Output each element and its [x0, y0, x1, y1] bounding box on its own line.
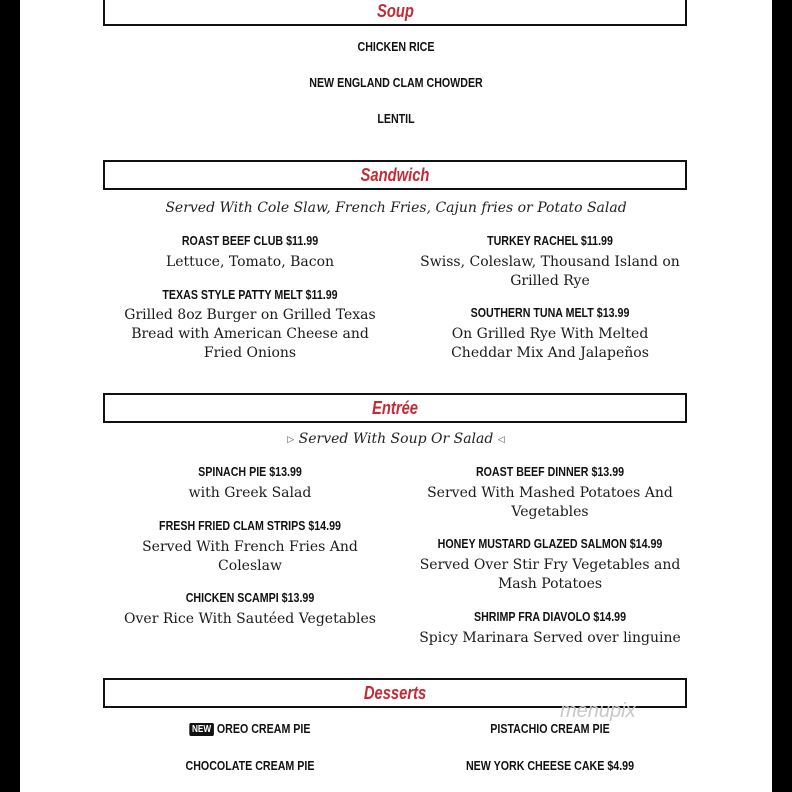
- menu-item-desc: Served With Mashed Potatoes And: [427, 485, 673, 501]
- menu-item-desc: On Grilled Rye With Melted: [451, 326, 649, 342]
- menu-item-desc: Fried Onions: [203, 345, 297, 361]
- menu-item-desc: Bread with American Cheese and: [131, 326, 369, 342]
- menu-item-name: SPINACH PIE $13.99: [198, 464, 302, 479]
- sandwich-header: [103, 160, 687, 190]
- menu-item-name: ROAST BEEF DINNER $13.99: [475, 464, 625, 479]
- menu-item-desc: Served With French Fries And: [142, 539, 358, 555]
- menu-item-name: SHRIMP FRA DIAVOLO $14.99: [473, 609, 627, 624]
- menu-item-desc: Mash Potatoes: [497, 576, 603, 592]
- menu-item-desc: Grilled 8oz Burger on Grilled Texas: [124, 307, 376, 323]
- left-triangle-icon: ◁: [497, 435, 505, 445]
- menu-item-desc: Lettuce, Tomato, Bacon: [165, 254, 335, 270]
- soup-item: NEW ENGLAND CLAM CHOWDER: [309, 75, 483, 90]
- menu-item-desc: Cheddar Mix And Jalapeños: [451, 345, 649, 361]
- menu-item-desc: Grilled Rye: [510, 273, 590, 289]
- desserts-title: Desserts: [363, 683, 427, 703]
- menu-item-desc: Swiss, Coleslaw, Thousand Island on: [420, 254, 680, 270]
- soup-item: CHICKEN RICE: [357, 39, 435, 54]
- dessert-item: PISTACHIO CREAM PIE: [490, 721, 610, 736]
- menu-item-desc: Served Over Stir Fry Vegetables and: [419, 557, 681, 573]
- menu-item-name: TEXAS STYLE PATTY MELT $11.99: [162, 287, 338, 302]
- new-badge: NEW: [190, 723, 214, 736]
- sandwich-title: Sandwich: [360, 165, 430, 185]
- dessert-item: CHOCOLATE CREAM PIE: [185, 758, 315, 773]
- dessert-item: NEW YORK CHEESE CAKE $4.99: [465, 758, 635, 773]
- menu-item-name: HONEY MUSTARD GLAZED SALMON $14.99: [437, 536, 663, 551]
- menu-item-desc: Over Rice With Sautéed Vegetables: [124, 611, 376, 627]
- menu-item-desc: Spicy Marinara Served over linguine: [419, 630, 681, 646]
- menu-item-name: TURKEY RACHEL $11.99: [487, 233, 613, 248]
- menu-item-name: ROAST BEEF CLUB $11.99: [181, 233, 319, 248]
- menu-item-name: FRESH FRIED CLAM STRIPS $14.99: [159, 518, 341, 533]
- soup-header: [103, 0, 687, 26]
- menu-item-desc: Coleslaw: [218, 558, 282, 574]
- entree-header: [103, 393, 687, 423]
- right-triangle-icon: ▷: [287, 435, 295, 445]
- menu-item-name: SOUTHERN TUNA MELT $13.99: [470, 305, 630, 320]
- watermark: menupix: [560, 700, 636, 722]
- menu-item-desc: Vegetables: [511, 504, 589, 520]
- entree-title: Entrée: [372, 398, 418, 418]
- entree-note: ▷ Served With Soup Or Salad ◁: [287, 431, 505, 447]
- menu-page: [20, 0, 772, 792]
- sandwich-note: Served With Cole Slaw, French Fries, Cajun fries or Potato Salad: [165, 200, 627, 216]
- dessert-item: NEW OREO CREAM PIE: [131, 721, 369, 736]
- menu-item-name: CHICKEN SCAMPI $13.99: [185, 590, 315, 605]
- soup-item: LENTIL: [377, 111, 415, 126]
- menu-item-desc: with Greek Salad: [188, 485, 312, 501]
- soup-title: Soup: [376, 1, 414, 21]
